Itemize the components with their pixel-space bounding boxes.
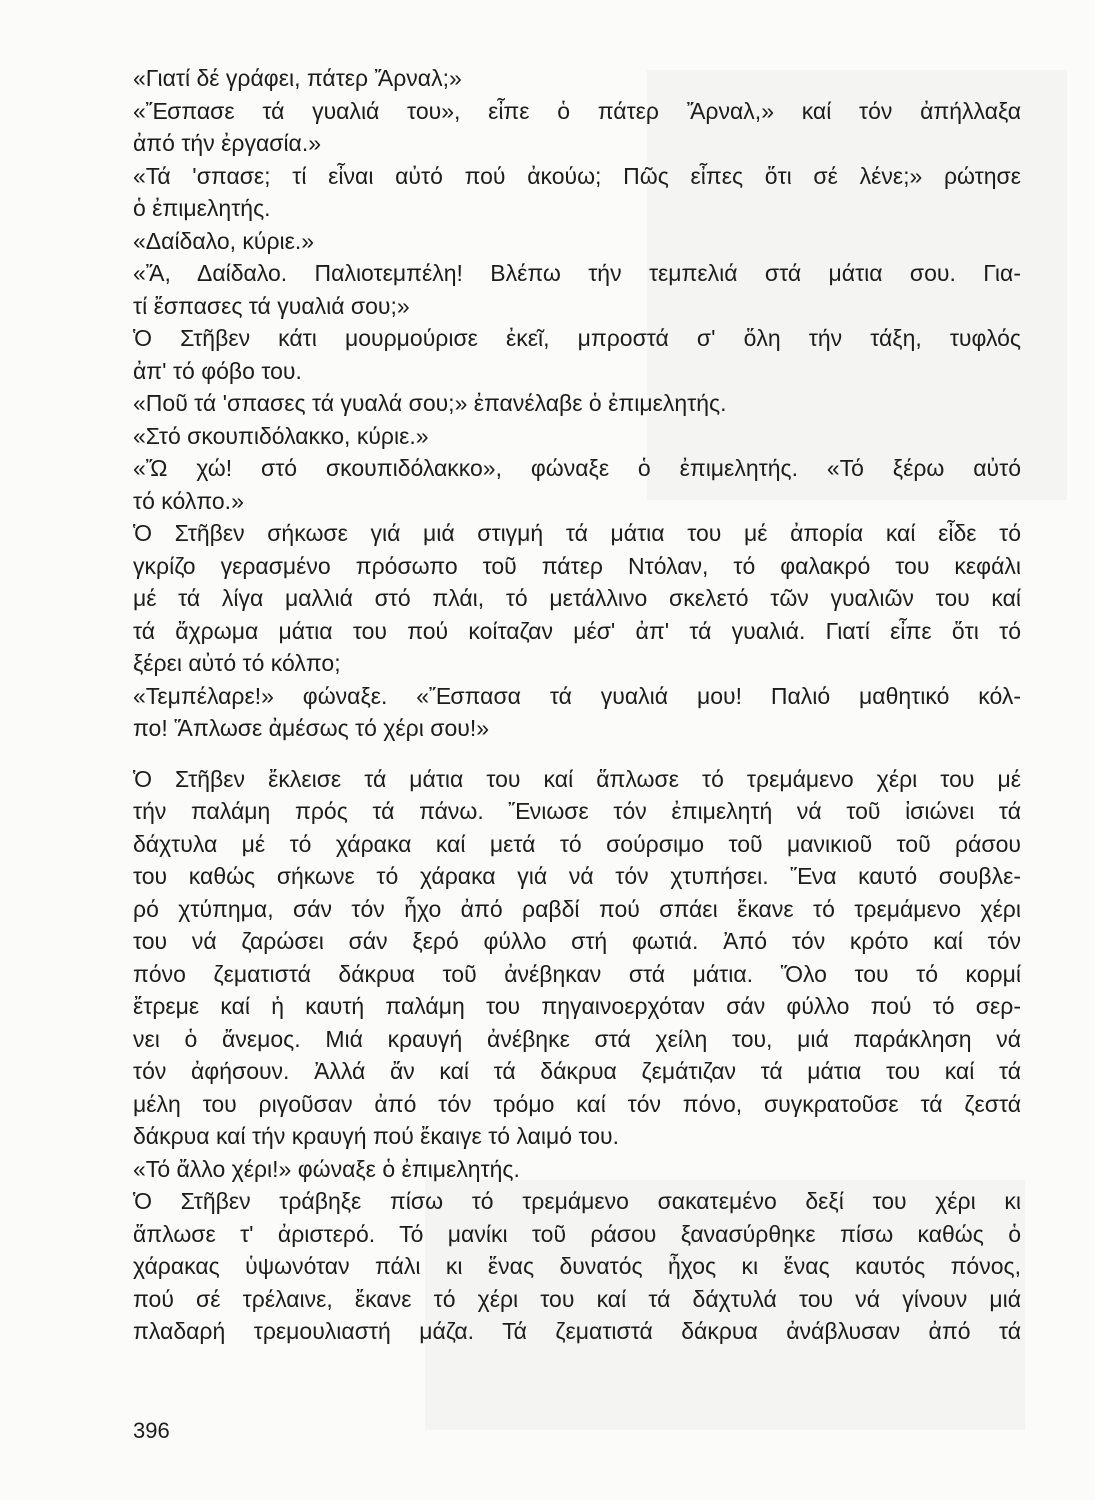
text-line: τά ἄχρωμα μάτια του πού κοίταζαν μέσ' ἀπ' τά γυαλιά. Γιατί εἶπε ὅτι τό <box>133 617 1021 644</box>
text-line: μέ τά λίγα μαλλιά στό πλάι, τό μετάλλινο σκελετό τῶν γυαλιῶν του καί <box>133 585 1021 611</box>
text-line: «Ἄ, Δαίδαλο. Παλιοτεμπέλη! Βλέπω τήν τεμπελιά στά μάτια σου. Για- <box>133 260 1021 286</box>
text-line: τόν ἀφήσουν. Ἀλλά ἄν καί τά δάκρυα ζεμάτιζαν τά μάτια του καί τά <box>133 1058 1021 1084</box>
text-line: ἀπ' τό φόβο του. <box>133 357 302 384</box>
paragraph-gap <box>133 745 1021 763</box>
text-line: ἀπό τήν ἐργασία.» <box>133 130 322 156</box>
text-line: ρό χτύπημα, σάν τόν ἦχο ἀπό ραβδί πού σπάει ἔκανε τό τρεμάμενο χέρι <box>133 895 1021 922</box>
text-line: «Γιατί δέ γράφει, πάτερ Ἄρναλ;» <box>133 65 462 91</box>
text-line: ξέρει αὐτό τό κόλπο; <box>133 650 341 676</box>
text-line: νει ὁ ἄνεμος. Μιά κραυγή ἀνέβηκε στά χείλη του, μιά παράκληση νά <box>133 1025 1021 1052</box>
text-line: πού σέ τρέλαινε, ἔκανε τό χέρι του καί τά δάχτυλά του νά γίνουν μιά <box>133 1285 1021 1312</box>
text-line: του καθώς σήκωνε τό χάρακα γιά νά τόν χτυπήσει. Ἕνα καυτό σουβλε- <box>133 863 1021 889</box>
text-line: ὁ ἐπιμελητής. <box>133 195 271 221</box>
text-line: «Τά 'σπασε; τί εἶναι αὐτό πού ἀκούω; Πῶς εἶπες ὅτι σέ λένε;» ρώτησε <box>133 162 1021 189</box>
text-line: «Στό σκουπιδόλακκο, κύριε.» <box>133 422 429 449</box>
page-number: 396 <box>133 1418 170 1443</box>
text-line: πλαδαρή τρεμουλιαστή μάζα. Τά ζεματιστά δάκρυα ἀνάβλυσαν ἀπό τά <box>133 1318 1021 1344</box>
text-line: «Τό ἄλλο χέρι!» φώναξε ὁ ἐπιμελητής. <box>133 1155 520 1182</box>
text-line: «Ὤ χώ! στό σκουπιδόλακκο», φώναξε ὁ ἐπιμελητής. «Τό ξέρω αὐτό <box>133 455 1021 481</box>
text-line: τί ἔσπασες τά γυαλιά σου;» <box>133 292 410 319</box>
text-line: χάρακας ὑψωνόταν πάλι κι ἕνας δυνατός ἦχος κι ἕνας καυτός πόνος, <box>133 1253 1021 1279</box>
body-text <box>133 62 1021 1348</box>
text-line: «Τεμπέλαρε!» φώναξε. «Ἔσπασα τά γυαλιά μου! Παλιό μαθητικό κόλ- <box>133 682 1021 709</box>
text-line: Ὁ Στῆβεν τράβηξε πίσω τό τρεμάμενο σακατεμένο δεξί του χέρι κι <box>133 1188 1021 1214</box>
text-line: Ὁ Στῆβεν κάτι μουρμούρισε ἐκεῖ, μπροστά σ' ὅλη τήν τάξη, τυφλός <box>133 325 1021 351</box>
text-line: του νά ζαρώσει σάν ξερό φύλλο στή φωτιά. Ἀπό τόν κρότο καί τόν <box>133 928 1021 954</box>
text-line: μέλη του ριγοῦσαν ἀπό τόν τρόμο καί τόν πόνο, συγκρατοῦσε τά ζεστά <box>133 1090 1021 1117</box>
text-line: «Ποῦ τά 'σπασες τά γυαλά σου;» ἐπανέλαβε ὁ ἐπιμελητής. <box>133 390 727 416</box>
text-line: πόνο ζεματιστά δάκρυα τοῦ ἀνέβηκαν στά μάτια. Ὅλο του τό κορμί <box>133 960 1021 987</box>
text-line: «Ἔσπασε τά γυαλιά του», εἶπε ὁ πάτερ Ἄρναλ,» καί τόν ἀπήλλαξα <box>133 97 1021 124</box>
text-line: Ὁ Στῆβεν σήκωσε γιά μιά στιγμή τά μάτια του μέ ἀπορία καί εἶδε τό <box>133 520 1021 546</box>
text-line: ἅπλωσε τ' ἀριστερό. Τό μανίκι τοῦ ράσου ξανασύρθηκε πίσω καθώς ὁ <box>133 1220 1021 1247</box>
text-line: τό κόλπο.» <box>133 487 244 514</box>
text-line: Ὁ Στῆβεν ἔκλεισε τά μάτια του καί ἅπλωσε τό τρεμάμενο χέρι του μέ <box>133 765 1021 792</box>
text-line: πο! Ἅπλωσε ἀμέσως τό χέρι σου!» <box>133 715 489 741</box>
text-line: τήν παλάμη πρός τά πάνω. Ἔνιωσε τόν ἐπιμελητή νά τοῦ ἰσιώνει τά <box>133 798 1021 824</box>
text-line: ἔτρεμε καί ἡ καυτή παλάμη του πηγαινοερχόταν σάν φύλλο πού τό σερ- <box>133 993 1021 1019</box>
text-line: γκρίζο γερασμένο πρόσωπο τοῦ πάτερ Ντόλαν, τό φαλακρό του κεφάλι <box>133 552 1021 579</box>
text-line: δάχτυλα μέ τό χάρακα καί μετά τό σούρσιμο τοῦ μανικιοῦ τοῦ ράσου <box>133 830 1021 857</box>
text-line: δάκρυα καί τήν κραυγή πού ἔκαιγε τό λαιμό του. <box>133 1123 619 1149</box>
text-line: «Δαίδαλο, κύριε.» <box>133 227 315 254</box>
